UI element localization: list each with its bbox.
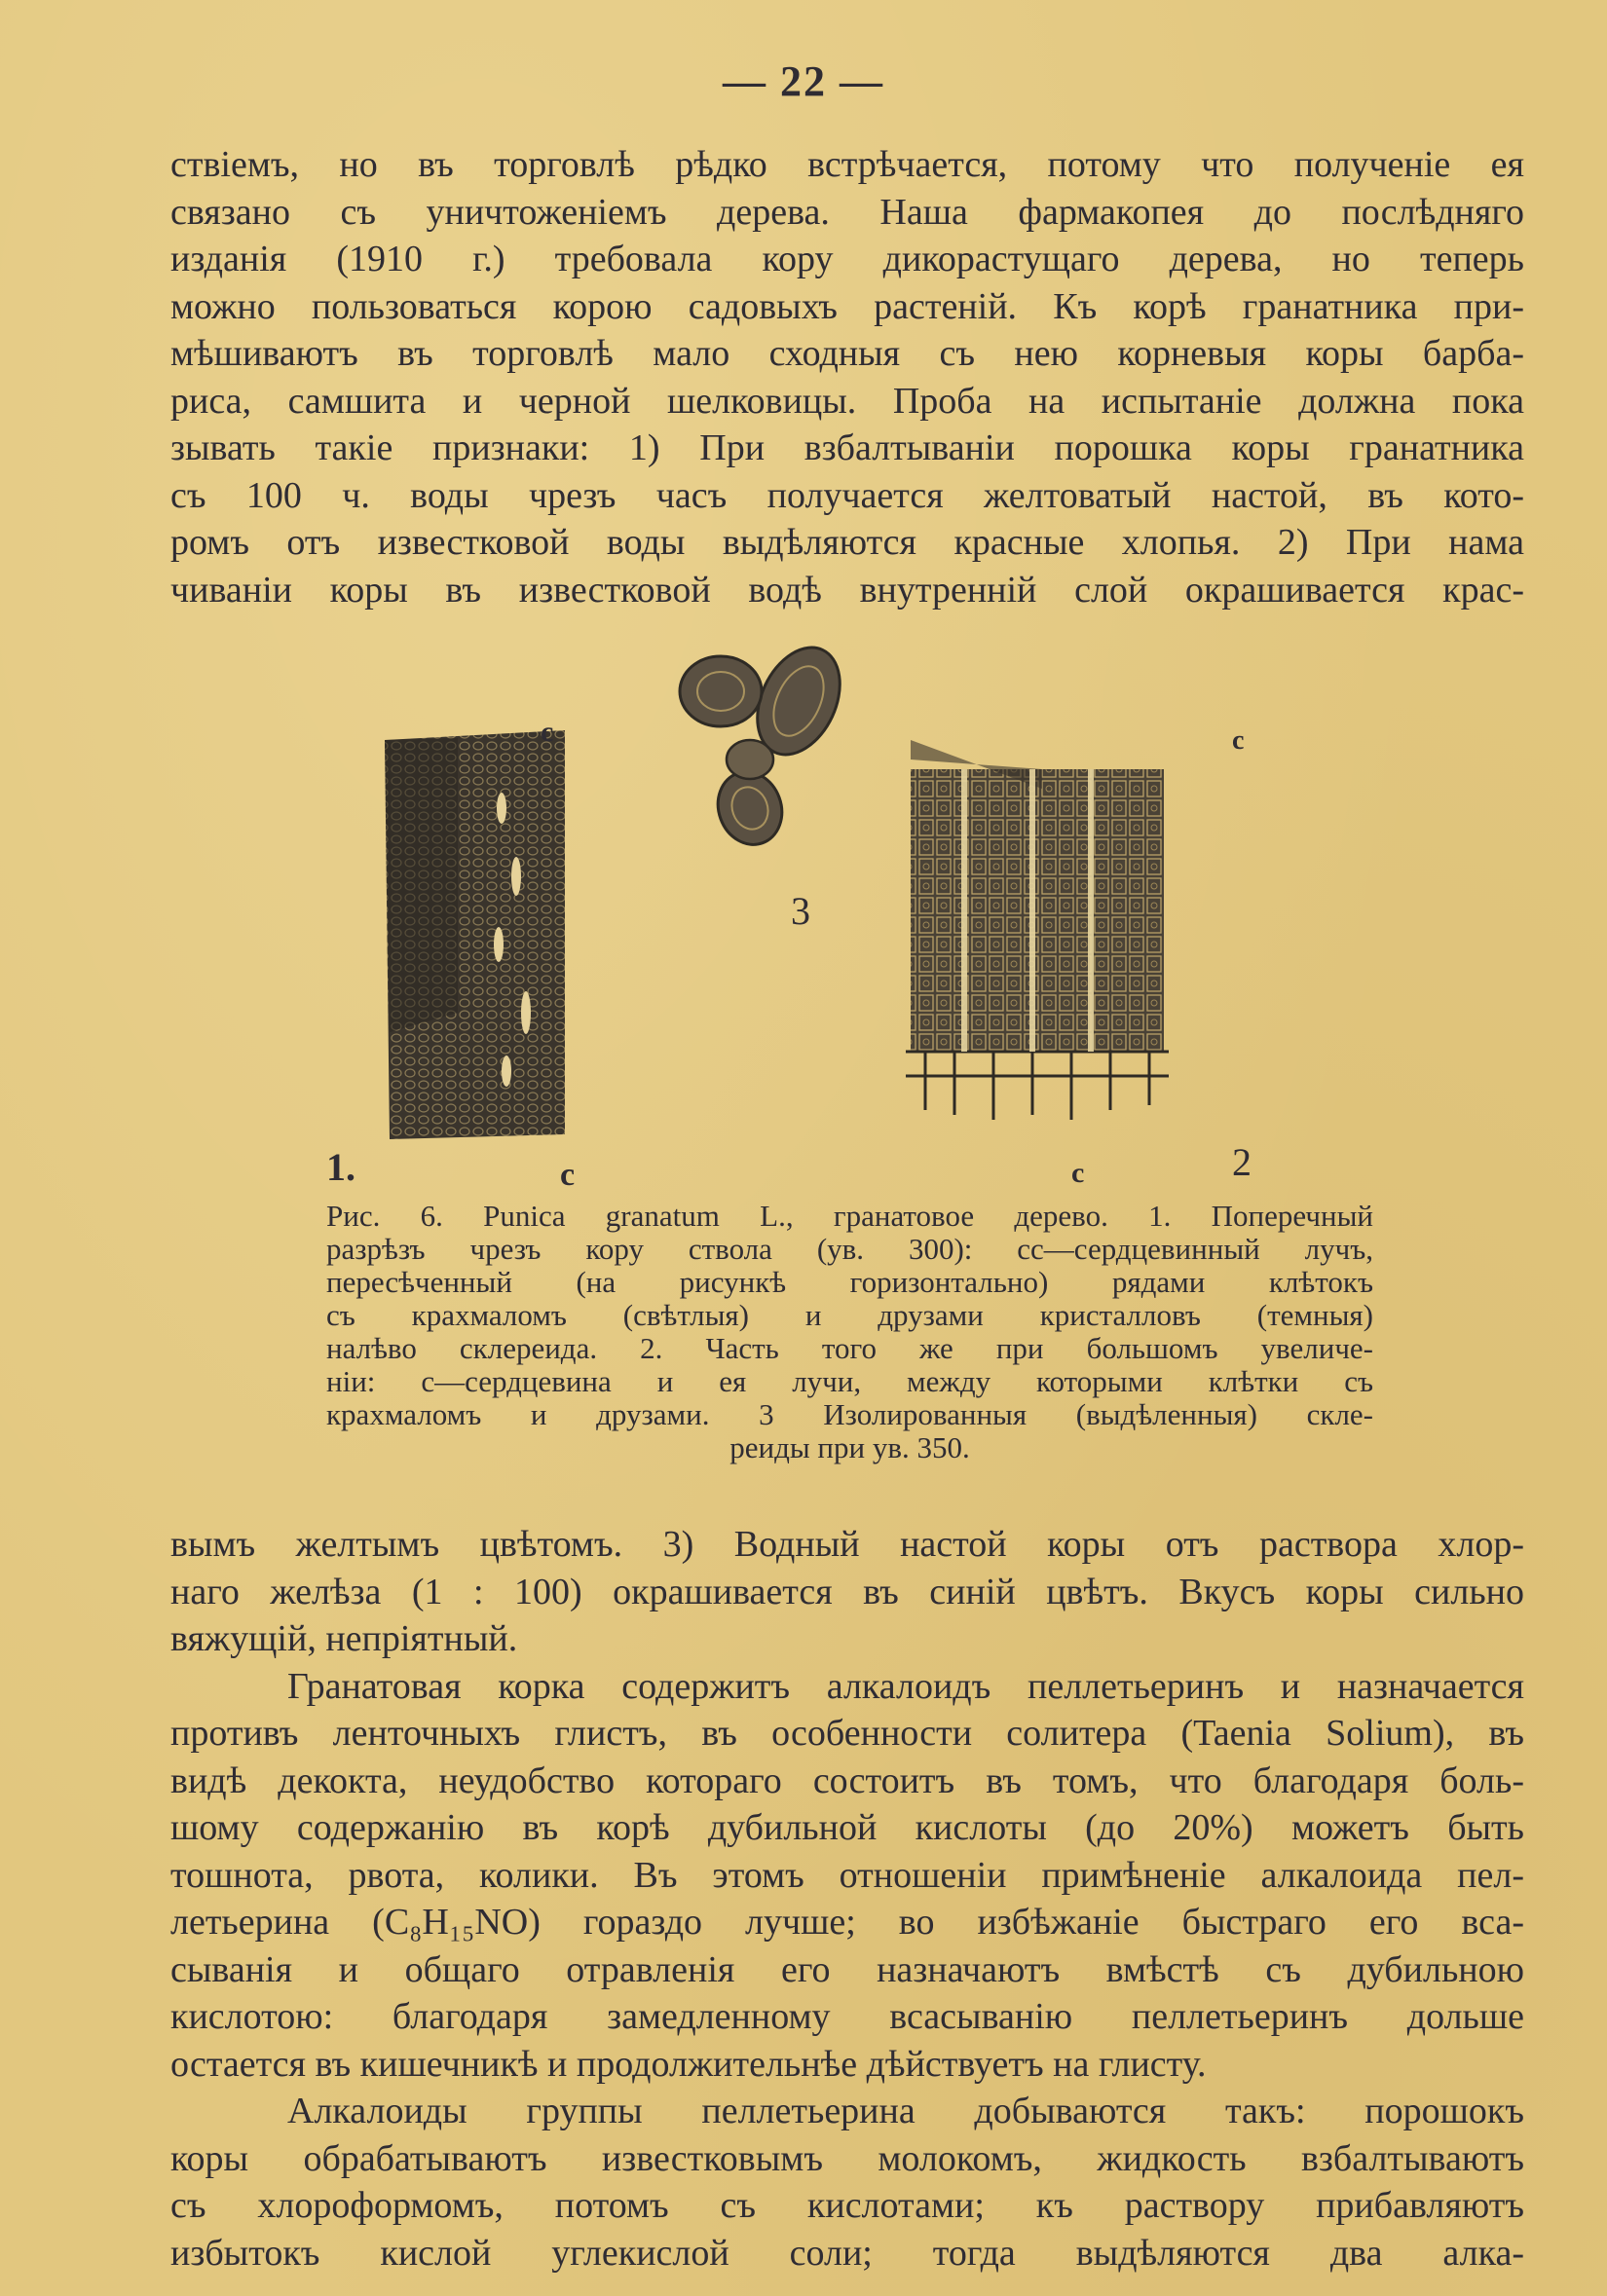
text-line: вяжущій, непріятный.	[170, 1618, 518, 1659]
text-line: зывать такіе признаки: 1) При взбалтываніи порошка коры гранатника	[170, 427, 1524, 468]
caption-line: разрѣзъ чрезъ кору ствола (ув. 300): сс—сердцевинный лучъ,	[326, 1233, 1373, 1266]
text-line: сыванія и общаго отравленія его назначаютъ вмѣстѣ съ дубильною	[170, 1948, 1524, 1990]
caption-line: съ крахмаломъ (свѣтлыя) и друзами кристалловъ (темныя)	[326, 1299, 1373, 1332]
text-line: можно пользоваться корою садовыхъ растеній. Къ корѣ гранатника при-	[170, 285, 1524, 327]
text-line: кислотою: благодаря замедленному всасыванію пеллетьеринъ дольше	[170, 1996, 1524, 2037]
text-line: шому содержанію въ корѣ дубильной кислоты (до 20%) можетъ быть	[170, 1807, 1524, 1848]
figure-3-sclereids	[680, 634, 856, 853]
label-figure-1: 1.	[326, 1145, 355, 1189]
figure-2-enlarged-section	[906, 740, 1169, 1120]
paragraph-bottom	[170, 1521, 1524, 2277]
text-line: коры обрабатываютъ известковымъ молокомъ, жидкость взбалтываютъ	[170, 2137, 1524, 2179]
text-line: Алкалоиды группы пеллетьерина добываются такъ: порошокъ	[287, 2091, 1524, 2131]
figure-1-cross-section	[385, 730, 565, 1139]
text-line: противъ ленточныхъ глистъ, въ особенности солитера (Taenia Solium), въ	[170, 1713, 1524, 1754]
text-line: изданія (1910 г.) требовала кору дикорастущаго дерева, но теперь	[170, 239, 1524, 279]
figure-caption	[326, 1200, 1373, 1464]
text-line: съ 100 ч. воды чрезъ часъ получается желтоватый настой, въ кото-	[170, 474, 1524, 516]
caption-line: Рис. 6. Punica granatum L., гранатовое дерево. 1. Поперечный	[326, 1200, 1373, 1233]
caption-line: пересѣченный (на рисункѣ горизонтально) рядами клѣтокъ	[326, 1266, 1373, 1299]
page-number: — 22 —	[723, 57, 884, 105]
text-line: наго желѣза (1 : 100) окрашивается въ синій цвѣтъ. Вкусъ коры сильно	[170, 1571, 1524, 1612]
figure-6-illustration	[321, 623, 1344, 1193]
label-c-fig1-top: c	[541, 716, 554, 748]
label-figure-3: 3	[791, 889, 810, 933]
caption-line: налѣво склереида. 2. Часть того же при большомъ увеличе-	[326, 1332, 1373, 1365]
text-line: Гранатовая корка содержитъ алкалоидъ пеллетьеринъ и назначается	[287, 1665, 1524, 1707]
text-line: съ хлороформомъ, потомъ съ кислотами; къ раствору прибавляютъ	[170, 2185, 1524, 2226]
text-line: вымъ желтымъ цвѣтомъ. 3) Водный настой коры отъ раствора хлор-	[170, 1524, 1524, 1565]
text-line: ствіемъ, но въ торговлѣ рѣдко встрѣчается, потому что полученіе ея	[170, 144, 1524, 185]
text-line: избытокъ кислой углекислой соли; тогда выдѣляются два алка-	[170, 2232, 1524, 2274]
text-line: мѣшиваютъ въ торговлѣ мало сходныя съ нею корневыя коры барба-	[170, 333, 1524, 374]
text-line: связано съ уничтоженіемъ дерева. Наша фармакопея до послѣдняго	[170, 191, 1524, 233]
label-c-fig2-top: c	[1232, 725, 1245, 756]
text-line: риса, самшита и черной шелковицы. Проба на испытаніе должна пока	[170, 380, 1524, 422]
label-c-fig1-bottom: c	[560, 1157, 576, 1193]
label-figure-2: 2	[1232, 1140, 1252, 1184]
text-line: остается въ кишечникѣ и продолжительнѣе дѣйствуетъ на глисту.	[170, 2043, 1207, 2085]
text-line: чиваніи коры въ известковой водѣ внутренній слой окрашивается крас-	[170, 569, 1524, 611]
paragraph-top	[170, 141, 1524, 613]
text-line: ромъ отъ известковой воды выдѣляются красные хлопья. 2) При нама	[170, 522, 1524, 563]
caption-line: реиды при ув. 350.	[729, 1430, 970, 1464]
bark-section-drawing	[321, 623, 1344, 1188]
text-line: видѣ декокта, неудобство котораго состоитъ въ томъ, что благодаря боль-	[170, 1759, 1524, 1801]
text-line: тошнота, рвота, колики. Въ этомъ отношеніи примѣненіе алкалоида пел-	[170, 1854, 1524, 1896]
label-c-fig2-bottom: c	[1071, 1157, 1085, 1189]
text-line: летьерина (C₈H₁₅NO) гораздо лучше; во избѣжаніе быстраго его вса-	[170, 1902, 1524, 1943]
caption-line: ніи: с—сердцевина и ея лучи, между которыми клѣтки съ	[326, 1365, 1373, 1398]
caption-line: крахмаломъ и друзами. 3 Изолированныя (выдѣленныя) скле-	[326, 1398, 1373, 1431]
